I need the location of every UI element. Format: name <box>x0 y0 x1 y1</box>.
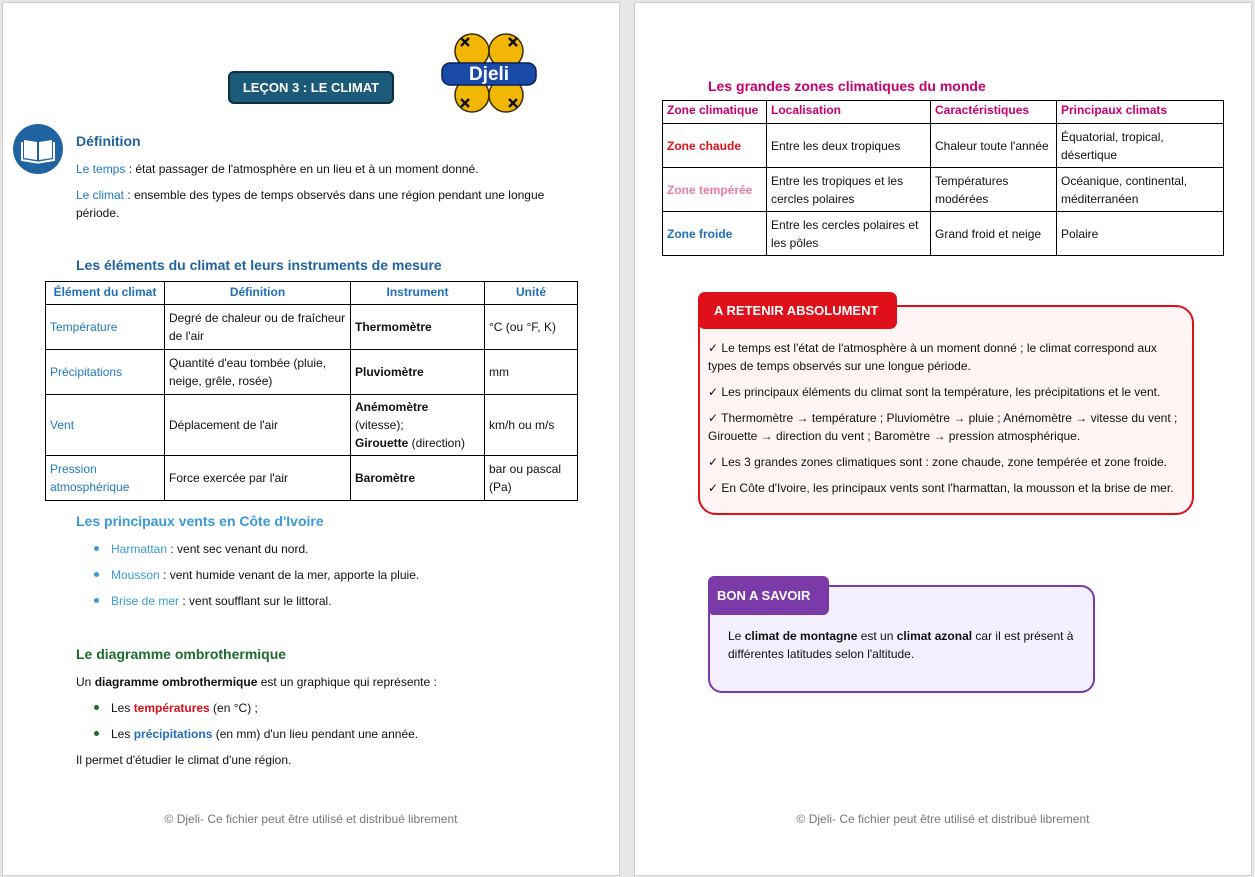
table-cell: Grand froid et neige <box>931 212 1057 256</box>
term-precipitations: précipitations <box>133 727 213 741</box>
diagram-intro-b: est un graphique qui représente : <box>257 675 437 689</box>
table-cell: Entre les tropiques et les cercles polaires <box>767 168 931 212</box>
list-item: ✓ Les principaux éléments du climat sont la température, les précipitations et le vent. <box>708 385 1161 399</box>
table-cell: Déplacement de l'air <box>165 395 351 456</box>
climate-elements-table <box>45 281 578 501</box>
definition-climat <box>76 186 566 222</box>
bullet-text-a: Les <box>111 701 134 715</box>
zones-heading: Les grandes zones climatiques du monde <box>708 78 986 94</box>
definition-climat-text: : ensemble des types de temps observés dans une région pendant une longue période. <box>76 188 545 220</box>
bullet-text-b: (en °C) ; <box>209 701 258 715</box>
table-cell: Entre les cercles polaires et les pôles <box>767 212 931 256</box>
diagram-intro <box>76 673 437 691</box>
table-cell: Quantité d'eau tombée (pluie, neige, grêle, rosée) <box>165 350 351 395</box>
list-item <box>94 699 258 717</box>
list-item: ✓ Les 3 grandes zones climatiques sont : zone chaude, zone tempérée et zone froide. <box>708 455 1167 469</box>
instrument-note: (direction) <box>408 436 466 450</box>
table-cell: bar ou pascal (Pa) <box>485 456 578 501</box>
term-temperatures: températures <box>133 701 210 715</box>
savoir-title: BON A SAVOIR <box>708 576 829 615</box>
savoir-text-b: est un <box>857 629 897 643</box>
wind-desc: : vent humide venant de la mer, apporte la pluie. <box>159 568 420 582</box>
table-header: Unité <box>485 282 578 305</box>
table-row <box>663 212 1224 256</box>
table-cell: Force exercée par l'air <box>165 456 351 501</box>
list-item: ✓ En Côte d'Ivoire, les principaux vents sont l'harmattan, la mousson et la brise de mer. <box>708 481 1174 495</box>
table-header-row <box>663 101 1224 124</box>
bullet-icon <box>94 572 99 577</box>
list-item <box>94 540 419 558</box>
diagram-closing: Il permet d'étudier le climat d'une région. <box>76 753 292 767</box>
bullet-icon <box>94 731 99 736</box>
retenir-title: A RETENIR ABSOLUMENT <box>698 292 897 329</box>
lesson-title: LEÇON 3 : LE CLIMAT <box>228 71 394 104</box>
table-header: Principaux climats <box>1057 101 1224 124</box>
table-cell: Thermomètre <box>351 305 485 350</box>
table-row <box>46 350 578 395</box>
elements-heading: Les éléments du climat et leurs instruments de mesure <box>76 257 442 273</box>
list-item <box>94 725 418 743</box>
term-climat: Le climat <box>76 188 125 202</box>
table-cell: Degré de chaleur ou de fraîcheur de l'air <box>165 305 351 350</box>
list-item <box>94 566 419 584</box>
table-header-row <box>46 282 578 305</box>
logo-text: Djeli <box>468 64 510 85</box>
table-cell: Baromètre <box>351 456 485 501</box>
table-row <box>663 168 1224 212</box>
definition-temps <box>76 160 576 178</box>
wind-name: Harmattan <box>111 542 168 556</box>
winds-heading: Les principaux vents en Côte d'Ivoire <box>76 513 324 529</box>
instrument-note: (vitesse); <box>355 418 404 432</box>
zone-name: Zone chaude <box>663 124 767 168</box>
instrument-girouette: Girouette <box>355 436 409 450</box>
table-cell: km/h ou m/s <box>485 395 578 456</box>
table-cell: Pluviomètre <box>351 350 485 395</box>
table-cell: Polaire <box>1057 212 1224 256</box>
footer: © Djeli- Ce fichier peut être utilisé et distribué librement <box>164 812 458 826</box>
wind-name: Mousson <box>111 568 160 582</box>
table-header: Localisation <box>767 101 931 124</box>
table-cell: Pression atmosphérique <box>46 456 165 501</box>
table-cell: Entre les deux tropiques <box>767 124 931 168</box>
term-temps: Le temps <box>76 162 126 176</box>
table-row <box>46 456 578 501</box>
footer: © Djeli- Ce fichier peut être utilisé et distribué librement <box>796 812 1090 826</box>
zone-name: Zone tempérée <box>663 168 767 212</box>
table-cell: Vent <box>46 395 165 456</box>
bullet-text-b: (en mm) d'un lieu pendant une année. <box>212 727 419 741</box>
wind-desc: : vent sec venant du nord. <box>167 542 309 556</box>
bullet-icon <box>94 546 99 551</box>
table-cell: °C (ou °F, K) <box>485 305 578 350</box>
djeli-logo <box>439 31 539 117</box>
table-cell: Équatorial, tropical, désertique <box>1057 124 1224 168</box>
table-cell: Précipitations <box>46 350 165 395</box>
table-cell: Chaleur toute l'année <box>931 124 1057 168</box>
table-header: Caractéristiques <box>931 101 1057 124</box>
list-item: ✓ Thermomètre → température ; Pluviomètre → pluie ; Anémomètre → vitesse du vent ; Girouette → direction du vent ; Baromètre → pression atmosphérique. <box>708 411 1178 443</box>
diagram-heading: Le diagramme ombrothermique <box>76 646 287 662</box>
bullet-icon <box>94 705 99 710</box>
table-cell <box>351 395 485 456</box>
savoir-text-a: Le <box>728 629 745 643</box>
table-row <box>46 305 578 350</box>
retenir-list <box>708 339 1184 505</box>
table-row <box>663 124 1224 168</box>
table-cell: Températures modérées <box>931 168 1057 212</box>
page-right <box>634 2 1252 876</box>
open-book-icon <box>13 124 63 174</box>
definition-temps-text: : état passager de l'atmosphère en un lieu et à un moment donné. <box>125 162 479 176</box>
wind-desc: : vent soufflant sur le littoral. <box>179 594 332 608</box>
savoir-bold-a: climat de montagne <box>744 629 858 643</box>
table-header: Élément du climat <box>46 282 165 305</box>
definition-heading: Définition <box>76 133 141 149</box>
savoir-text-c: car il est présent à différentes latitudes selon l'altitude. <box>728 629 1074 661</box>
table-cell: Température <box>46 305 165 350</box>
zone-name: Zone froide <box>663 212 767 256</box>
list-item <box>94 592 419 610</box>
instrument-anemometre: Anémomètre <box>355 400 429 414</box>
bullet-icon <box>94 598 99 603</box>
diagram-intro-bold: diagramme ombrothermique <box>94 675 258 689</box>
table-header: Zone climatique <box>663 101 767 124</box>
table-cell: mm <box>485 350 578 395</box>
winds-list <box>94 540 419 610</box>
wind-name: Brise de mer <box>111 594 180 608</box>
table-row <box>46 395 578 456</box>
diagram-intro-a: Un <box>76 675 95 689</box>
table-header: Instrument <box>351 282 485 305</box>
page-left <box>2 2 620 876</box>
bullet-text-a: Les <box>111 727 134 741</box>
table-cell: Océanique, continental, méditerranéen <box>1057 168 1224 212</box>
savoir-bold-b: climat azonal <box>896 629 973 643</box>
savoir-text <box>728 627 1083 663</box>
list-item: ✓ Le temps est l'état de l'atmosphère à un moment donné ; le climat correspond aux types de temps observés sur une longue période. <box>708 341 1157 373</box>
climate-zones-table <box>662 100 1224 256</box>
table-header: Définition <box>165 282 351 305</box>
